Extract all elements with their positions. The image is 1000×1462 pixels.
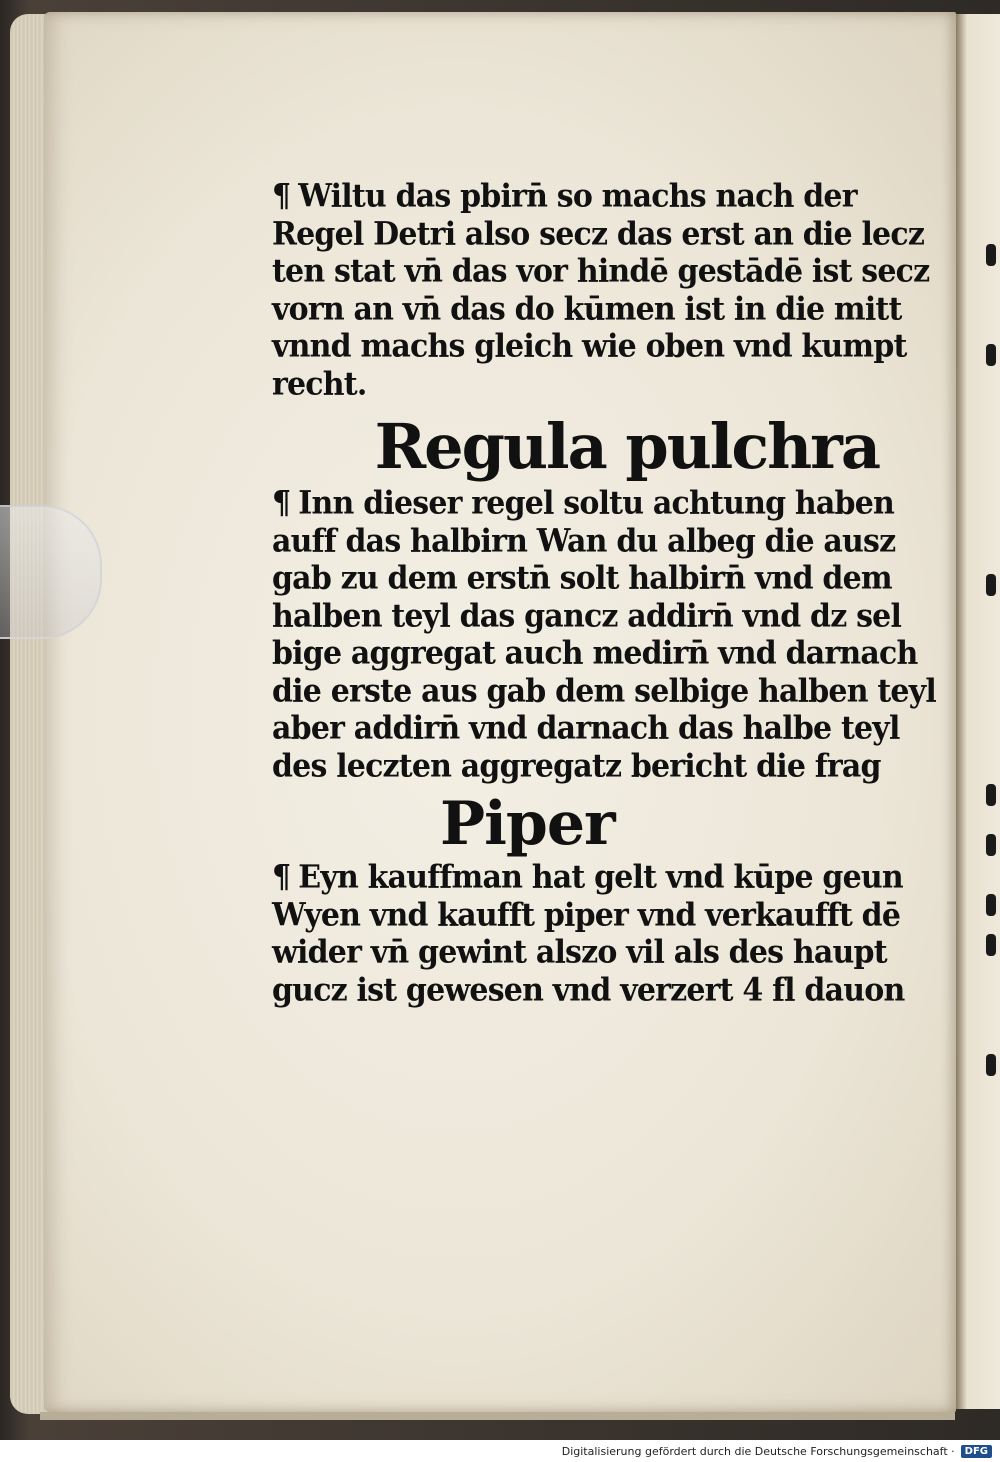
text-line: Wyen vnd kaufft piper vnd verkaufft dē bbox=[272, 896, 901, 934]
text-line: ¶ Eyn kauffman hat gelt vnd kūpe geun bbox=[272, 859, 903, 896]
text-line: recht. bbox=[272, 365, 367, 403]
page-bottom-edge bbox=[40, 1412, 955, 1420]
text-line: bige aggregat auch medirn̄ vnd darnach bbox=[272, 635, 918, 672]
section-heading-regula-pulchra: Regula pulchra bbox=[374, 410, 879, 483]
text-line: wider vn̄ gewint alszo vil als des haupt bbox=[272, 934, 887, 971]
text-line: vorn an vn̄ das do kūmen ist in die mitt bbox=[272, 290, 902, 328]
text-line: auff das halbirn Wan du albeg die ausz bbox=[272, 522, 896, 560]
text-block bbox=[272, 178, 936, 1009]
text-line: Regel Detri also secz das erst an die lecz bbox=[272, 215, 925, 253]
pilcrow-mark: ¶ bbox=[272, 485, 291, 522]
page-clip bbox=[0, 505, 102, 639]
footer-bar bbox=[0, 1440, 1000, 1462]
facing-page-glyph bbox=[986, 834, 996, 856]
dfg-logo: DFG bbox=[961, 1445, 992, 1458]
text-line: die erste aus gab dem selbige halben teyl bbox=[272, 672, 936, 710]
text-line: ¶ Wiltu das pbirn̄ so machs nach der bbox=[272, 178, 857, 215]
text-line: aber addirn̄ vnd darnach das halbe teyl bbox=[272, 710, 900, 747]
facing-page-glyph bbox=[986, 894, 996, 916]
paragraph-1 bbox=[272, 178, 930, 403]
pilcrow-mark: ¶ bbox=[272, 859, 291, 896]
text-line: ten stat vn̄ das vor hindē gestādē ist secz bbox=[272, 253, 930, 290]
facing-page-glyph bbox=[986, 344, 996, 366]
text-line: gab zu dem erstn̄ solt halbirn̄ vnd dem bbox=[272, 560, 892, 597]
footer-credit: Digitalisierung gefördert durch die Deutsche Forschungsgemeinschaft · bbox=[561, 1444, 955, 1458]
text-line: gucz ist gewesen vnd verzert 4 fl dauon bbox=[272, 971, 905, 1009]
paragraph-2 bbox=[272, 485, 936, 785]
facing-page-glyph bbox=[986, 784, 996, 806]
facing-page-edge bbox=[956, 14, 1000, 1409]
facing-page-glyph bbox=[986, 574, 996, 596]
paragraph-3 bbox=[272, 859, 905, 1009]
text-line: halben teyl das gancz addirn̄ vnd dz sel bbox=[272, 597, 902, 635]
facing-page-glyph bbox=[986, 244, 996, 266]
facing-page-glyph bbox=[986, 934, 996, 956]
text-line: ¶ Inn dieser regel soltu achtung haben bbox=[272, 485, 895, 522]
text-line: des leczten aggregatz bericht die frag bbox=[272, 747, 881, 785]
section-heading-piper: Piper bbox=[440, 789, 615, 859]
text-line: vnnd machs gleich wie oben vnd kumpt bbox=[272, 328, 907, 365]
pilcrow-mark: ¶ bbox=[272, 178, 291, 215]
facing-page-glyph bbox=[986, 1054, 996, 1076]
